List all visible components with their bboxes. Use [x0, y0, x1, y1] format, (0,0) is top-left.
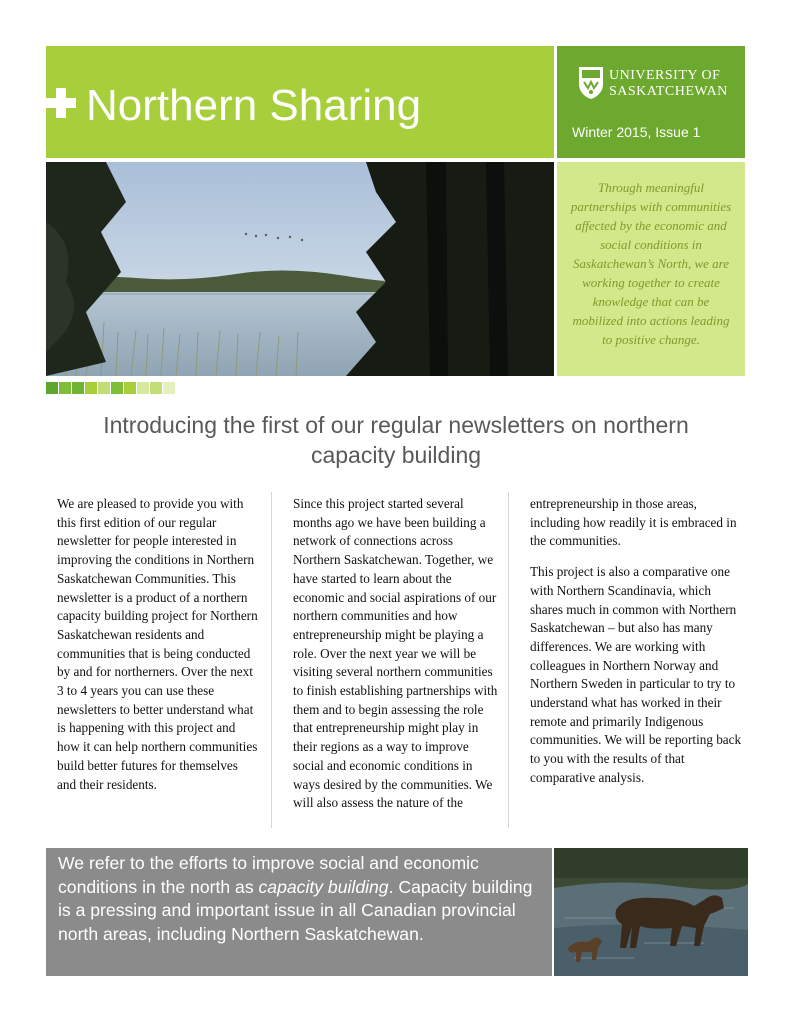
strip-square [137, 382, 149, 394]
strip-square [46, 382, 58, 394]
paragraph: We are pleased to provide you with this first edition of our regular newsletter for people interested in improving the conditions in Northern Saskatchewan Communities. This newsletter is a product of a northern capacity building project for Northern Saskatchewan residents and communities that is being conducted by and for northerners. Over the next 3 to 4 years you can use these newsletters to better understand what is happening with this project and how it can help northern communities build better futures for themselves and their residents. [57, 496, 258, 792]
strip-square [150, 382, 162, 394]
strip-square [163, 382, 175, 394]
university-logo [578, 66, 728, 102]
issue-label: Winter 2015, Issue 1 [572, 124, 701, 140]
callout-text [58, 852, 542, 946]
strip-square [98, 382, 110, 394]
lake-photo [46, 162, 554, 376]
paragraph: entrepreneurship in those areas, including how readily it is embraced in the communities. [530, 496, 737, 549]
mission-statement: Through meaningful partnerships with communities affected by the economic and social conditions in Saskatchewan’s North, we are working together to create knowledge that can be mobilized into actions leading to positive change. [570, 180, 732, 347]
article-column-3 [530, 495, 742, 800]
callout-emphasis: capacity building [258, 876, 389, 897]
paragraph: This project is also a comparative one with Northern Scandinavia, which shares much in common with Northern Saskatchewan – but also has many differences. We are working with colleagues in Northern Norway and Northern Sweden in particular to try to understand what has worked in their remote and primarily Indigenous communities. We will be reporting back to you with the results of that comparative analysis. [530, 564, 742, 785]
article-column-1 [57, 495, 259, 806]
newsletter-title: Northern Sharing [86, 81, 422, 130]
paragraph: Since this project started several months ago we have been building a network of connections across Northern Saskatchewan. Together, we have started to learn about the economic and social aspirations of our northern communities and how entrepreneurship might be playing a role. Over the next year we will be visiting several northern communities to finish establishing partnerships with them and to begin assessing the role that entrepreneurship might play in their regions as a way to improve social and economic conditions in ways desired by the communities. We will also assess the nature of the [293, 496, 498, 811]
issue-banner [557, 46, 745, 158]
moose-photo [554, 848, 748, 976]
column-divider [508, 492, 509, 828]
article-headline: Introducing the first of our regular newsletters on northern capacity building [103, 412, 689, 468]
strip-square [72, 382, 84, 394]
strip-square [111, 382, 123, 394]
logo-line-2: SASKATCHEWAN [609, 84, 728, 99]
callout-text-start: We refer to the efforts to improve social and economic conditions in the north as [58, 853, 479, 897]
strip-square [85, 382, 97, 394]
callout-text-end: . Capacity building is a pressing and important issue in all Canadian provincial north areas, including Northern Saskatchewan. [58, 876, 533, 944]
article-column-2 [293, 495, 498, 825]
plus-icon [46, 88, 76, 118]
strip-square [59, 382, 71, 394]
logo-line-1: UNIVERSITY OF [609, 68, 721, 83]
column-divider [271, 492, 272, 828]
shield-icon [578, 66, 604, 100]
strip-square [124, 382, 136, 394]
